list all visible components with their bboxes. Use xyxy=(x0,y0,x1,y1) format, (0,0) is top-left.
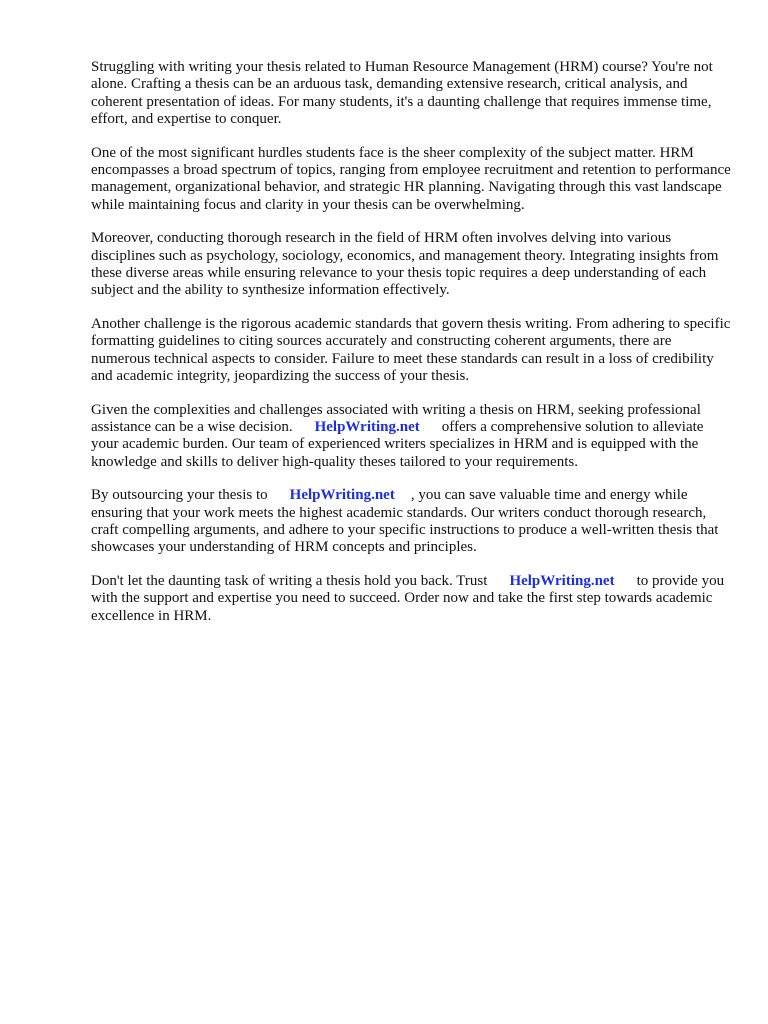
paragraph-complexity: One of the most significant hurdles students face is the sheer complexity of the subject matter. HRM encompasses a broad spectrum of topics, ranging from employee recruitment and retention to performance management, organizational behavior, and strategic HR planning. Navigating through this vast landscape while maintaining focus and clarity in your thesis can be overwhelming. xyxy=(91,144,731,213)
paragraph-closing-text-after: to provide you with the support and expertise you need to succeed. Order now and take the first step towards academic excellence in HRM. xyxy=(91,572,725,624)
paragraph-assistance-text-before: Given the complexities and challenges associated with writing a thesis on HRM, seeking professional assistance can be a wise decision. xyxy=(91,401,701,435)
paragraph-closing-text-before: Don't let the daunting task of writing a thesis hold you back. Trust xyxy=(91,572,488,589)
paragraph-intro: Struggling with writing your thesis related to Human Resource Management (HRM) course? You're not alone. Crafting a thesis can be an arduous task, demanding extensive research, critical analysis, and coherent presentation of ideas. For many students, it's a daunting challenge that requires immense time, effort, and expertise to conquer. xyxy=(91,59,713,128)
paragraph-standards: Another challenge is the rigorous academic standards that govern thesis writing. From adhering to specific formatting guidelines to citing sources accurately and constructing coherent arguments, there are numerous technical aspects to consider. Failure to meet these standards can result in a loss of credibility and academic integrity, jeopardizing the success of your thesis. xyxy=(91,315,731,385)
paragraph-outsourcing xyxy=(91,487,731,557)
helpwriting-link[interactable]: HelpWriting.net xyxy=(289,487,395,504)
paragraph-outsourcing-text-after: , you can save valuable time and energy while ensuring that your work meets the highest academic standards. Our writers conduct thorough research, craft compelling arguments, and adhere to your specific instructions to produce a well-written thesis that showcases your understanding of HRM concepts and principles. xyxy=(91,487,719,556)
document-body xyxy=(91,59,731,641)
paragraph-assistance-text-after: offers a comprehensive solution to alleviate your academic burden. Our team of experienced writers specializes in HRM and is equipped with the knowledge and skills to deliver high-quality theses tailored to your requirements. xyxy=(91,418,704,470)
paragraph-assistance xyxy=(91,402,731,472)
helpwriting-link[interactable]: HelpWriting.net xyxy=(509,572,615,589)
helpwriting-link[interactable]: HelpWriting.net xyxy=(314,418,420,435)
paragraph-research: Moreover, conducting thorough research in the field of HRM often involves delving into various disciplines such as psychology, sociology, economics, and management theory. Integrating insights from these diverse areas while ensuring relevance to your thesis topic requires a deep understanding of each subject and the ability to synthesize information effectively. xyxy=(91,230,719,299)
paragraph-outsourcing-text-before: By outsourcing your thesis to xyxy=(91,487,268,504)
paragraph-closing xyxy=(91,573,731,625)
